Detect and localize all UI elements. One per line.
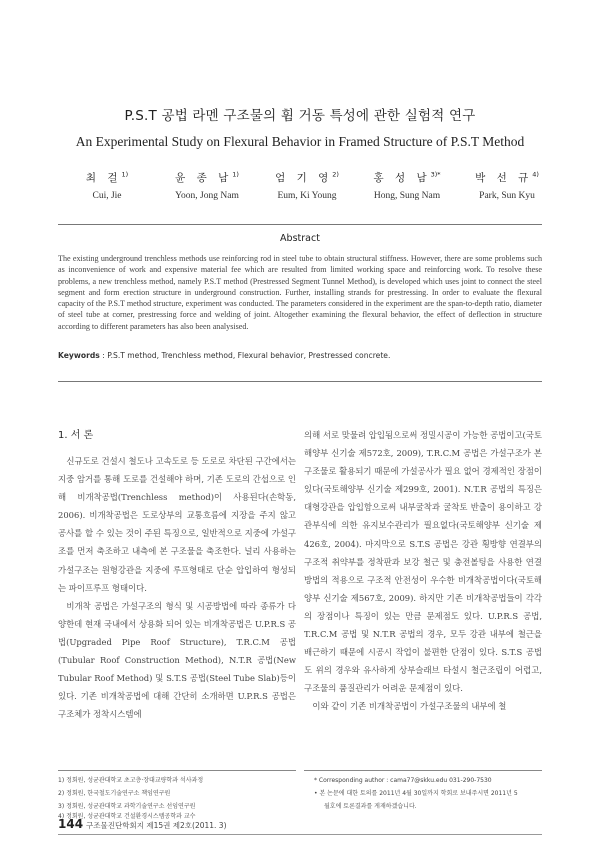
keywords-label: Keywords (58, 351, 100, 360)
body-paragraph: 비개착 공법은 가설구조의 형식 및 시공방법에 따라 종류가 다양한데 현재 국내에서 상용화 되어 있는 비개착공법은 U.P.R.S 공법(Upgraded Pipe Roof Structure), T.R.C.M 공법(Tubular Roof Construction Method), N.T.R 공법(New Tubular Roof Method) 및 S.T.S 공법(Steel Tube Slab)등이 있다. 기존 비개착공법에 대해 간단히 소개하면 U.P.R.S 공법은 구조체가 정착시스템에 (58, 600, 296, 720)
footnote-divider-left (58, 770, 296, 771)
author-affiliation-mark: 1) (121, 170, 129, 179)
footnote-divider-right (304, 770, 542, 771)
author-name-ko: 홍 성 남 (373, 172, 431, 184)
keywords-line (58, 351, 542, 360)
author-name-en: Hong, Sung Nam (373, 191, 441, 201)
author-4 (352, 170, 462, 201)
footnote-affiliation-4: 4) 정회원, 성균관대학교 건설환경시스템공학과 교수 (58, 813, 196, 820)
author-name-ko: 최 걸 (85, 172, 122, 184)
paper-title-korean: P.S.T 공법 라멘 구조물의 휨 거동 특성에 관한 실험적 연구 (124, 108, 476, 124)
author-2 (152, 170, 262, 201)
abstract-section (58, 224, 542, 382)
journal-info: 구조물진단학회지 제15권 제2호(2011. 3) (86, 821, 227, 830)
footnote-corresponding-author: * Corresponding author : cama77@skku.edu 031-290-7530 (314, 777, 492, 784)
footnote-affiliation-1: 1) 정회원, 성균관대학교 초고층·장대교량학과 석사과정 (58, 777, 204, 784)
footer-divider (58, 834, 542, 835)
author-list (78, 170, 558, 204)
body-paragraph: 이와 같이 기존 비개착공법이 가설구조물의 내부에 철 (312, 701, 507, 712)
author-name-en: Eum, Ki Young (277, 191, 337, 201)
author-affiliation-mark: 4) (532, 170, 539, 179)
abstract-heading: Abstract (280, 233, 320, 244)
author-name-ko: 박 선 규 (475, 172, 533, 184)
footnote-discussion-note: • 본 논문에 대한 토의를 2011년 4월 30일까지 학회로 보내주시면 2011년 5 (314, 790, 518, 797)
author-1 (52, 170, 162, 201)
body-paragraph: 의해 서로 맞물려 압입됨으로써 정밀시공이 가능한 공법이고(국토해양부 신기술 제572호, 2009), T.R.C.M 공법은 가설구조가 본 구조물로 활용되기 때문에 가설공사가 필요 없어 경제적인 장점이 있다(국토해양부 신기술 제299호, 2001). N.T.R 공법의 특징은 대형강관을 압입함으로써 내부굴착과 굴착토 반출이 용이하고 강관부식에 의한 유지보수관리가 필요없다(국토해양부 신기술 제426호, 2004). 마지막으로 S.T.S 공법은 강관 횡방향 연결부의 구조적 취약부를 정착판과 보강 철근 및 충전볼팅을 사용한 연결방법의 적용으로 구조적 안전성이 우수한 비개착공법이다(국토해양부 신기술 제567호, 2009). 하지만 기존 비개착공법들이 각각의 장점이나 특징이 있는 만큼 문제점도 있다. U.P.R.S 공법, T.R.C.M 공법 및 N.T.R 공법의 경우, 모두 강관 내부에 철근을 배근하기 때문에 시공시 작업이 불편한 단점이 있다. S.T.S 공법도 위의 경우와 유사하게 상부슬래브 타설시 철근조립이 어렵고, 구조물의 품질관리가 어려운 문제점이 있다. (304, 430, 542, 694)
abstract-text: The existing underground trenchless methods use reinforcing rod in steel tube to obtain structural stiffness. However, there are some problems such as inconvenience of work and expensive material fee which are resulted from limited working space and reinforcing work. To resolve these problems, a new trenchless method, namely P.S.T method (Prestressed Segment Tunnel Method), is developed which uses joint to connect the steel segment and form erection structure in underground construction. Further, installing strands for prestressing. In order to evaluate the flexural capacity of the P.S.T method structure, experiment was conducted. The parameters considered in the experiment are the span-to-depth ratio, diameter of steel tube at corner, prestressing force and welding of joint. Altogether examining the flexural behavior, the effect of deflection in structure according to different parameters has also been analysised. (58, 254, 542, 331)
author-name-ko: 윤 종 남 (175, 172, 233, 184)
footnote-affiliation-3: 3) 정회원, 성균관대학교 과학기술연구소 선임연구원 (58, 803, 196, 810)
author-affiliation-mark: 2) (332, 170, 339, 179)
author-name-en: Park, Sun Kyu (479, 191, 535, 201)
author-name-en: Yoon, Jong Nam (175, 191, 239, 201)
body-paragraph: 신규도로 건설시 철도나 고속도로 등 도로로 차단된 구간에서는 지중 암거를 통해 도로를 건설해야 하며, 기존 도로의 간섭으로 인해 비개착공법(Trenchless method)이 사용된다(손학동, 2006). 비개착공법은 도로상부의 교통흐름에 지장을 주지 않고 공사를 할 수 있는 것이 주된 특징으로, 일반적으로 지중에 가설구조를 먼저 축조하고 내측에 본 구조물을 축조한다. 널리 사용하는 가설구조는 원형강관을 지중에 루프형태로 단순 압입하여 형성되는 파이프루프 형태이다. (58, 456, 296, 593)
paper-title-english: An Experimental Study on Flexural Behavior in Framed Structure of P.S.T Method (75, 134, 525, 149)
author-affiliation-mark: 3)* (430, 170, 441, 179)
keywords-text: : P.S.T method, Trenchless method, Flexural behavior, Prestressed concrete. (102, 351, 391, 360)
author-5 (452, 170, 562, 201)
body-column-left (58, 452, 296, 723)
author-name-ko: 엄 기 영 (275, 172, 333, 184)
footnote-discussion-note-cont: 월호에 토론결과를 게재하겠습니다. (324, 803, 417, 810)
footnote-affiliation-2: 2) 정회원, 한국철도기술연구소 책임연구원 (58, 790, 171, 797)
author-name-en: Cui, Jie (92, 191, 122, 201)
page-number: 144 (58, 817, 84, 831)
section-heading-introduction: 1. 서 론 (58, 430, 94, 441)
author-affiliation-mark: 1) (232, 170, 239, 179)
body-column-right (304, 426, 542, 716)
author-3 (252, 170, 362, 201)
